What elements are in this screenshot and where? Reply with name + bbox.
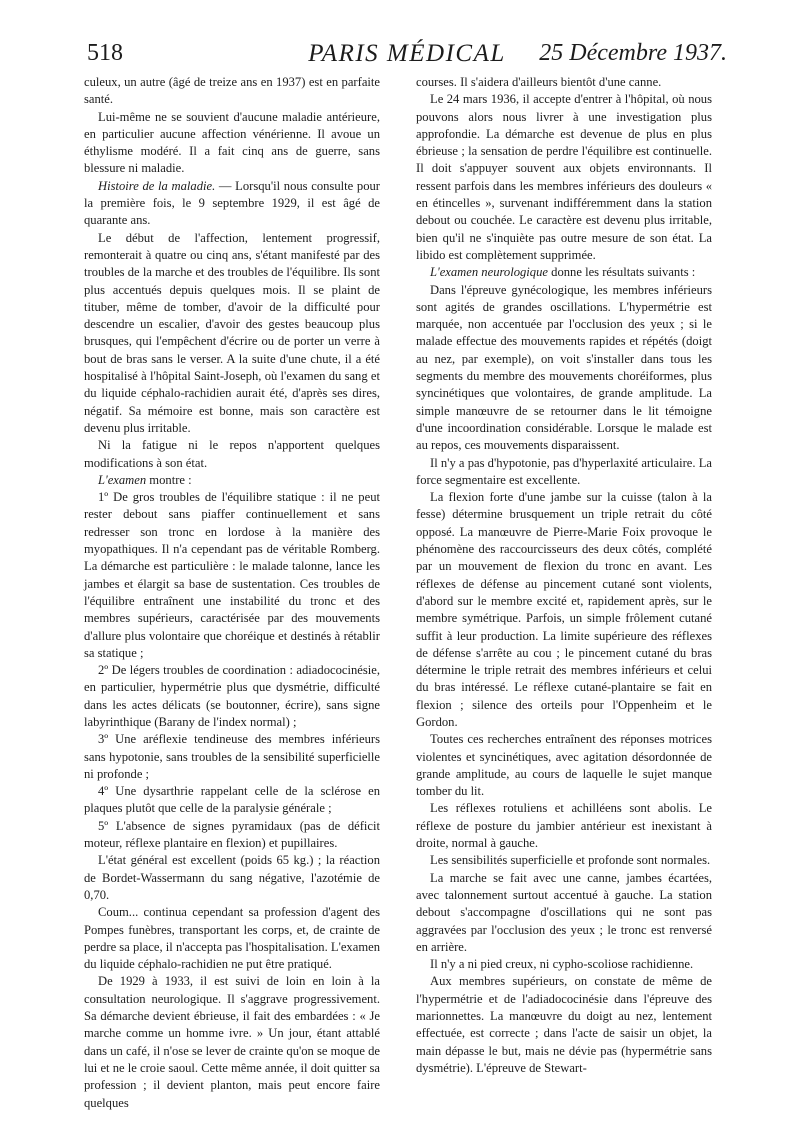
paragraph — [84, 230, 380, 438]
paragraph-text: 3º Une aréflexie tendineuse des membres inférieurs sans hypotonie, sans troubles de la sensibilité superficielle ni profonde ; — [84, 732, 380, 781]
paragraph-text: courses. Il s'aidera d'ailleurs bientôt d'une canne. — [416, 75, 662, 89]
paragraph-text: culeux, un autre (âgé de treize ans en 1937) est en parfaite santé. — [84, 75, 380, 107]
paragraph — [416, 455, 712, 490]
paragraph-text: Toutes ces recherches entraînent des réponses motrices violentes et syncinétiques, avec agitation désordonnée de grande amplitude, au cours de laquelle le sujet manque tomber du lit. — [416, 732, 712, 799]
paragraph — [84, 662, 380, 731]
paragraph — [416, 870, 712, 956]
page-number: 518 — [87, 40, 123, 66]
paragraph-lead: Histoire de la maladie. — [98, 178, 216, 193]
paragraph — [416, 282, 712, 455]
paragraph-text: Coum... continua cependant sa profession d'agent des Pompes funèbres, transportant les corps, et, de crainte de perdre sa place, il n'accepta pas l'hospitalisation. L'examen du liquide céphalo-rachidien ne put être pratiqué. — [84, 905, 380, 972]
paragraph-text: L'état général est excellent (poids 65 kg.) ; la réaction de Bordet-Wassermann du sang négative, l'azotémie de 0,70. — [84, 853, 380, 902]
paragraph-text: 2º De légers troubles de coordination : adiadococinésie, en particulier, hypermétrie plus que dysmétrie, difficulté dans les actes délicats (se boutonner, écrire), sans signe labyrinthique (Barany de l'index normal) ; — [84, 663, 380, 729]
paragraph-text: Dans l'épreuve gynécologique, les membres inférieurs sont agités de grandes oscillations. L'hypermétrie est marquée, non accentuée par l'occlusion des yeux ; si le malade effectue des mouvements rapides et répétés (doigt au nez, par exemple), on voit s'installer dans tous les segments du membre des mouvements choréiformes, plus syncinétiques que volontaires, de grande amplitude. La simple manœuvre de se retourner dans le lit témoigne d'une incoordination considérable. Lorsque le malade est au repos, ces mouvements disparaissent. — [416, 282, 712, 453]
paragraph — [416, 800, 712, 852]
paragraph — [84, 783, 380, 818]
paragraph-text: Le début de l'affection, lentement progressif, remonterait à quatre ou cinq ans, s'étant manifesté par des troubles de la marche et des troubles de l'équilibre. Ils sont plus accentués depuis quelques mois. Il se plaint de tituber, même de tomber, d'avoir de la difficulté pour descendre un escalier, d'avoir des gestes beaucoup plus brusques, qui l'empêchent d'écrire ou de porter un verre à bout de bras sans le verser. A la suite d'une chute, il a été hospitalisé à l'hôpital Saint-Joseph, où l'examen du sang et du liquide céphalo-rachidien aurait été, d'après ses dires, négatif. Sa mémoire est bonne, mais son caractère est devenu plus irritable. — [84, 230, 380, 435]
left-column — [84, 74, 380, 1112]
paragraph-lead: L'examen neurologique — [430, 265, 548, 280]
paragraph — [84, 109, 380, 178]
paragraph — [84, 818, 380, 853]
paragraph — [416, 852, 712, 869]
right-column — [416, 74, 712, 1077]
paragraph — [84, 904, 380, 973]
paragraph — [84, 489, 380, 662]
paragraph-text: 5º L'absence de signes pyramidaux (pas de déficit moteur, réflexe plantaire en flexion) et pupillaires. — [84, 818, 380, 851]
paragraph-text: 4º Une dysarthrie rappelant celle de la sclérose en plaques plutôt que celle de la paralysie générale ; — [84, 784, 380, 816]
paragraph — [84, 472, 380, 489]
paragraph — [84, 852, 380, 904]
paragraph-text: Il n'y a ni pied creux, ni cypho-scoliose rachidienne. — [430, 957, 694, 972]
paragraph — [416, 74, 712, 91]
paragraph-text: Ni la fatigue ni le repos n'apportent quelques modifications à son état. — [84, 438, 380, 470]
journal-title: PARIS MÉDICAL — [308, 40, 506, 67]
paragraph-text: Aux membres supérieurs, on constate de même de l'hypermétrie et de l'adiadococinésie dans l'épreuve des marionnettes. La manœuvre du doigt au nez, lentement effectuée, est correcte ; dans l'acte de saisir un objet, la main dépasse le but, mais ne dévie pas (hypermétrie sans dysmétrie). L'épreuve de Stewart- — [416, 974, 712, 1075]
paragraph-text: Lui-même ne se souvient d'aucune maladie antérieure, en particulier aucune affection vénérienne. Il avoue un éthylisme modéré. Il a fait cinq ans de guerre, sans blessure ni maladie. — [84, 109, 380, 176]
paragraph-text: — Lorsqu'il nous consulte pour la première fois, le 9 septembre 1929, il est âgé de quarante ans. — [84, 178, 380, 228]
paragraph-text: Les sensibilités superficielle et profonde sont normales. — [430, 853, 711, 868]
paragraph-lead: L'examen — [98, 472, 147, 487]
paragraph-text: Les réflexes rotuliens et achilléens sont abolis. Le réflexe de posture du jambier antérieur est inexistant à droite, normal à gauche. — [416, 801, 712, 851]
paragraph-text: Le 24 mars 1936, il accepte d'entrer à l'hôpital, où nous pouvons alors nous livrer à une investigation plus approfondie. La démarche est devenue de plus en plus ébrieuse ; la sensation de perdre l'équilibre est continuelle. Il doit s'appuyer souvent aux objets environnants. Il ressent parfois dans les membres inférieurs des douleurs « en étincelles », survenant indifféremment dans la station debout ou couchée. Le caractère est devenu plus irritable, bien qu'il ne s'inquiète pas outre mesure de son état. La libido est complètement supprimée. — [416, 92, 712, 262]
paragraph-text: La marche se fait avec une canne, jambes écartées, avec talonnement surtout accentué à gauche. La station debout s'accompagne d'oscillations qui ne sont pas aggravées par l'occlusion des yeux ; le tronc est renversé en arrière. — [416, 870, 712, 954]
paragraph — [416, 91, 712, 264]
paragraph — [416, 973, 712, 1077]
paragraph-text: donne les résultats suivants : — [548, 265, 696, 280]
paragraph — [84, 178, 380, 230]
paragraph — [416, 731, 712, 800]
paragraph — [416, 264, 712, 281]
paragraph — [84, 437, 380, 472]
paragraph-text: De 1929 à 1933, il est suivi de loin en loin à la consultation neurologique. Il s'aggrave progressivement. Sa démarche devient ébrieuse, il fait des embardées : « Je marche comme un homme ivre. » Un jour, étant attablé dans un café, il n'ose se lever de crainte qu'on se moque de lui et ne le croie saoul. Cette même année, il doit quitter sa profession ; il devient planton, mais peut encore faire quelques — [84, 974, 380, 1110]
paragraph-text: 1º De gros troubles de l'équilibre statique : il ne peut rester debout sans piaffer continuellement et sans redresser son tronc en lordose à la manière des myopathiques. Il n'a cependant pas de véritable Romberg. La démarche est particulière : le malade talonne, lance les jambes et élargit sa base de sustentation. Ces troubles de l'équilibre entraînent une instabilité du tronc et des membres supérieurs, caractérisée par des mouvements d'allure plus volontaire que choréique et destinés à rétablir sa statique ; — [84, 490, 380, 660]
paragraph — [416, 489, 712, 731]
paragraph — [416, 956, 712, 973]
paragraph-text: La flexion forte d'une jambe sur la cuisse (talon à la fesse) détermine brusquement un triple retrait du côté opposé. La manœuvre de Pierre-Marie Foix provoque le phénomène des raccourcisseurs des deux côtés, complété par un mouvement de flexion du tronc en avant. Les réflexes de défense au pincement cutané sont violents, d'abord sur le membre excité et, rapidement après, sur le membre symétrique. Parfois, un simple frôlement cutané suffit à leur production. La limite supérieure des réflexes de défense s'arrête au cou ; le pincement cutané du bras détermine le triple retrait des membres inférieurs et celui du bras intéressé. Le réflexe cutané-plantaire se fait en flexion ; silence des orteils pour l'Oppenheim et le Gordon. — [416, 490, 712, 729]
issue-date: 25 Décembre 1937. — [539, 40, 727, 66]
paragraph — [84, 973, 380, 1111]
paragraph-text: Il n'y a pas d'hypotonie, pas d'hyperlaxité articulaire. La force segmentaire est excellente. — [416, 455, 712, 487]
page-header — [87, 40, 727, 74]
paragraph — [84, 731, 380, 783]
paragraph-text: montre : — [146, 472, 192, 487]
paragraph — [84, 74, 380, 109]
